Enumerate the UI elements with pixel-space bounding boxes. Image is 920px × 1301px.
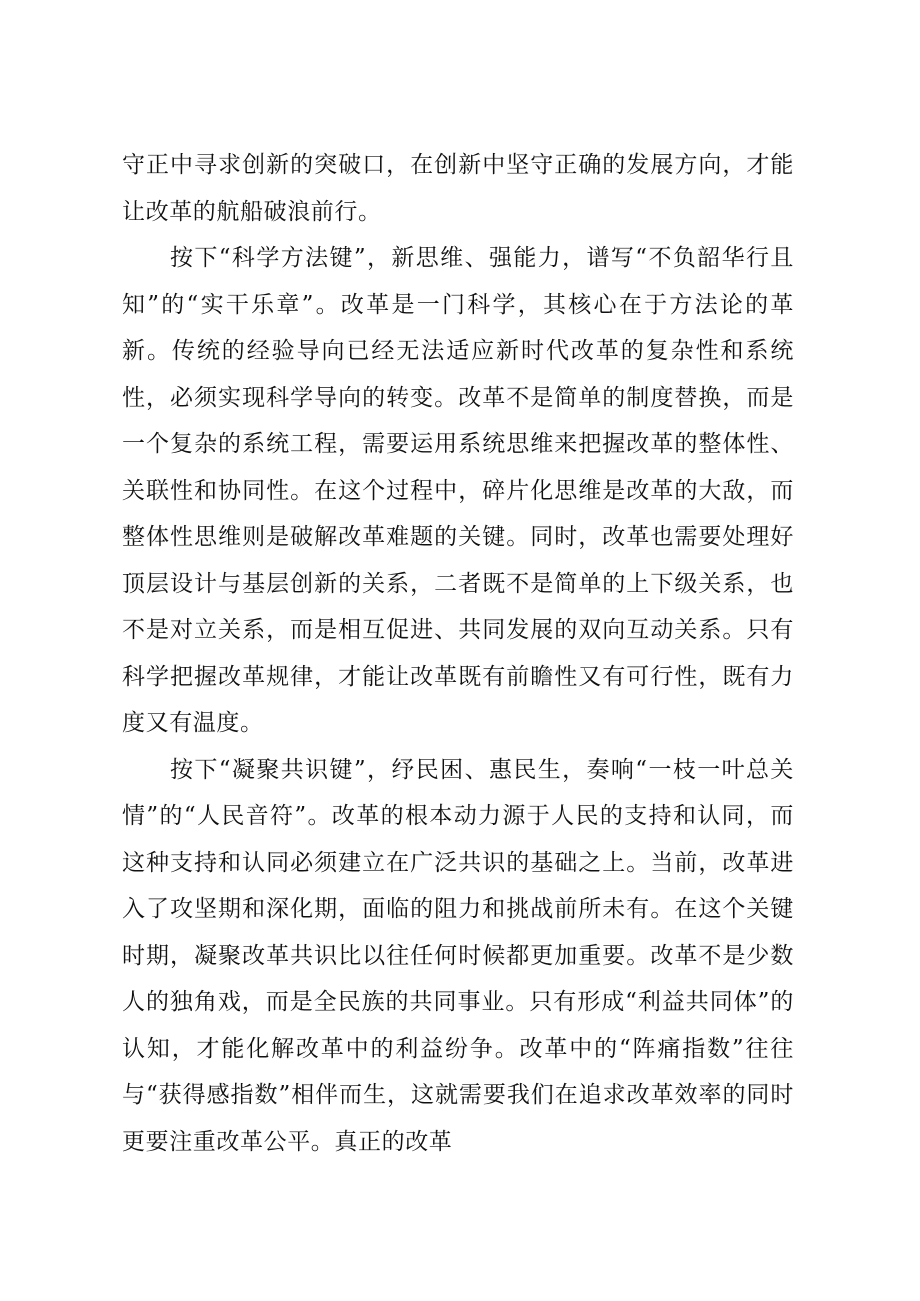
paragraph-continued: 守正中寻求创新的突破口，在创新中坚守正确的发展方向，才能让改革的航船破浪前行。 <box>122 152 794 225</box>
paragraph-building-consensus: 按下“凝聚共识键”，纾民困、惠民生，奏响“一枝一叶总关情”的“人民音符”。改革的根本动力源于人民的支持和认同，而这种支持和认同必须建立在广泛共识的基础之上。当前，改革进入了攻坚期和深化期，面临的阻力和挑战前所未有。在这个关键时期，凝聚改革共识比以往任何时候都更加重要。改革不是少数人的独角戏，而是全民族的共同事业。只有形成“利益共同体”的认知，才能化解改革中的利益纷争。改革中的“阵痛指数”往往与“获得感指数”相伴而生，这就需要我们在追求改革效率的同时更要注重改革公平。真正的改革 <box>122 756 794 1155</box>
document-body <box>122 142 794 1165</box>
paragraph-scientific-method: 按下“科学方法键”，新思维、强能力，谱写“不负韶华行且知”的“实干乐章”。改革是一门科学，其核心在于方法论的革新。传统的经验导向已经无法适应新时代改革的复杂性和系统性，必须实现科学导向的转变。改革不是简单的制度替换，而是一个复杂的系统工程，需要运用系统思维来把握改革的整体性、关联性和协同性。在这个过程中，碎片化思维是改革的大敌，而整体性思维则是破解改革难题的关键。同时，改革也需要处理好顶层设计与基层创新的关系，二者既不是简单的上下级关系，也不是对立关系，而是相互促进、共同发展的双向互动关系。只有科学把握改革规律，才能让改革既有前瞻性又有可行性，既有力度又有温度。 <box>122 245 794 736</box>
